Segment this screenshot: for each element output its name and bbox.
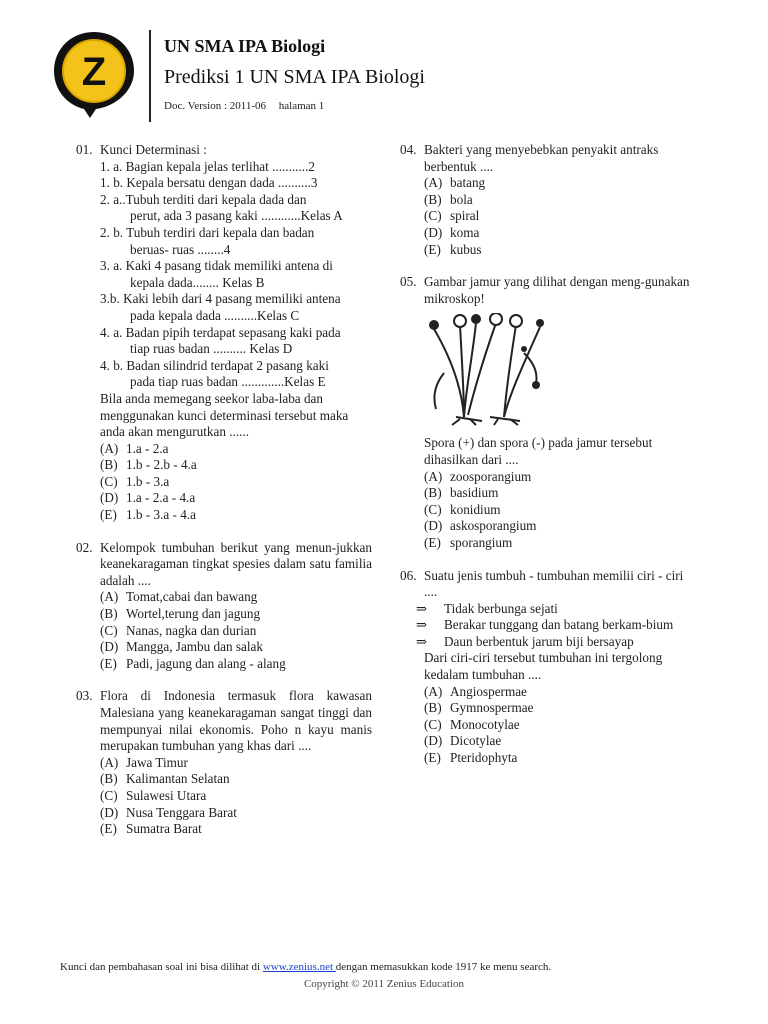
option-text: 1.b - 3.a - 4.a — [126, 507, 196, 523]
answer-option[interactable] — [400, 684, 690, 701]
question-text: Bila anda memegang seekor laba-laba dan menggunakan kunci determinasi tersebut maka anda akan mengurutkan ...... — [100, 390, 349, 440]
option-text: bola — [450, 191, 473, 207]
option-text: Tomat,cabai dan bawang — [126, 589, 258, 605]
option-letter: (B) — [100, 771, 118, 787]
fungus-microscope-image — [424, 313, 566, 427]
answer-option[interactable] — [76, 623, 372, 640]
option-letter: (C) — [424, 716, 442, 732]
footer-text-before: Kunci dan pembahasan soal ini bisa dilihat di — [60, 961, 263, 973]
option-letter: (D) — [100, 639, 119, 655]
key-line: pada tiap ruas badan .............Kelas E — [130, 374, 326, 390]
copyright: Copyright © 2011 Zenius Education — [303, 978, 465, 990]
trait-item — [400, 634, 690, 651]
key-line: pada kepala dada ..........Kelas C — [130, 307, 300, 323]
option-text: 1.a - 2.a — [126, 440, 169, 456]
option-letter: (C) — [100, 473, 118, 489]
option-letter: (D) — [424, 224, 443, 240]
option-letter: (D) — [100, 490, 119, 506]
option-text: Jawa Timur — [126, 754, 188, 770]
question-2 — [76, 540, 372, 673]
question-5 — [400, 274, 690, 551]
option-letter: (C) — [424, 208, 442, 224]
answer-option[interactable] — [76, 507, 372, 524]
answer-option[interactable] — [76, 490, 372, 507]
option-letter: (E) — [424, 534, 441, 550]
option-letter: (A) — [100, 440, 119, 456]
key-line: 2. b. Tubuh terdiri dari kepala dan badan — [100, 224, 315, 240]
answer-option[interactable] — [76, 589, 372, 606]
option-text: 1.b - 2.b - 4.a — [126, 457, 197, 473]
doc-version-text: Doc. Version : 2011-06 — [164, 100, 267, 112]
doc-version — [164, 100, 334, 112]
option-letter: (A) — [424, 175, 443, 191]
question-number: 06. — [400, 567, 417, 583]
key-line: 2. a..Tubuh terditi dari kepala dada dan — [100, 191, 307, 207]
zenius-link[interactable]: www.zenius.net — [262, 961, 336, 973]
option-letter: (B) — [424, 485, 442, 501]
option-letter: (C) — [100, 787, 118, 803]
option-letter: (C) — [100, 622, 118, 638]
question-text: Kelompok tumbuhan berikut yang menun-jukkan keanekaragaman tingkat spesies dalam satu familia adalah .... — [100, 539, 372, 588]
answer-option[interactable] — [400, 733, 690, 750]
option-text: Monocotylae — [450, 716, 520, 732]
answer-option[interactable] — [76, 457, 372, 474]
option-letter: (B) — [424, 191, 442, 207]
option-letter: (A) — [100, 754, 119, 770]
question-3 — [76, 688, 372, 837]
answer-option[interactable] — [400, 502, 690, 519]
key-line: 1. b. Kepala bersatu dengan dada ..........3 — [100, 175, 318, 191]
question-number: 02. — [76, 539, 93, 555]
answer-option[interactable] — [76, 821, 372, 838]
option-letter: (D) — [424, 733, 443, 749]
key-line: kepala dada........ Kelas B — [130, 274, 265, 290]
option-text: Nanas, nagka dan durian — [126, 622, 257, 638]
option-letter: (A) — [424, 468, 443, 484]
arrow-icon: ⇒ — [416, 617, 428, 633]
option-text: zoosporangium — [450, 468, 532, 484]
key-line: 3. a. Kaki 4 pasang tidak memiliki antena di — [100, 258, 333, 274]
key-line: 4. a. Badan pipih terdapat sepasang kaki pada — [100, 324, 341, 340]
option-text: Gymnospermae — [450, 700, 534, 716]
option-text: Angiospermae — [450, 683, 527, 699]
question-text: Suatu jenis tumbuh - tumbuhan memilii ciri - ciri .... — [424, 567, 684, 600]
arrow-icon: ⇒ — [416, 633, 428, 649]
option-letter: (E) — [100, 507, 117, 523]
option-letter: (C) — [424, 501, 442, 517]
key-line: 4. b. Badan silindrid terdapat 2 pasang kaki — [100, 357, 329, 373]
option-text: Kalimantan Selatan — [126, 771, 230, 787]
question-text: Gambar jamur yang dilihat dengan meng-gunakan mikroskop! — [424, 274, 690, 306]
trait-item — [400, 617, 690, 634]
option-letter: (E) — [100, 821, 117, 837]
option-text: 1.b - 3.a — [126, 473, 170, 489]
option-letter: (D) — [100, 804, 119, 820]
question-text-after-list: Dari ciri-ciri tersebut tumbuhan ini tergolong kedalam tumbuhan .... — [424, 650, 663, 683]
option-letter: (B) — [100, 457, 118, 473]
header-divider — [149, 30, 151, 122]
answer-option[interactable] — [400, 535, 690, 552]
question-number: 01. — [76, 142, 93, 157]
option-text: sporangium — [450, 534, 513, 550]
answer-option[interactable] — [400, 469, 690, 486]
question-number: 05. — [400, 274, 417, 290]
left-column — [76, 142, 372, 854]
footer-note — [60, 961, 551, 973]
question-4 — [400, 142, 690, 258]
answer-option[interactable] — [76, 788, 372, 805]
question-text-after-image: Spora (+) dan spora (-) pada jamur tersebut dihasilkan dari .... — [424, 435, 653, 467]
answer-option[interactable] — [76, 805, 372, 822]
question-6 — [400, 568, 690, 767]
option-letter: (A) — [100, 589, 119, 605]
answer-option[interactable] — [400, 700, 690, 717]
option-text: kubus — [450, 241, 482, 257]
key-line: tiap ruas badan .......... Kelas D — [130, 341, 293, 357]
answer-option[interactable] — [400, 192, 690, 209]
key-line: 3.b. Kaki lebih dari 4 pasang memiliki antena — [100, 291, 341, 307]
answer-option[interactable] — [400, 750, 690, 767]
key-line: perut, ada 3 pasang kaki ............Kelas A — [130, 208, 343, 224]
logo-letter: Z — [81, 50, 107, 94]
option-letter: (E) — [424, 241, 441, 257]
answer-option[interactable] — [76, 441, 372, 458]
zenius-logo — [52, 30, 136, 120]
option-letter: (B) — [424, 700, 442, 716]
question-number: 04. — [400, 142, 417, 157]
answer-option[interactable] — [76, 639, 372, 656]
trait-item — [400, 601, 690, 618]
option-text: koma — [450, 224, 480, 240]
option-letter: (E) — [100, 655, 117, 671]
arrow-icon: ⇒ — [416, 600, 428, 616]
question-text: Bakteri yang menyebebkan penyakit antraks berbentuk .... — [424, 142, 659, 174]
answer-option[interactable] — [400, 225, 690, 242]
question-number: 03. — [76, 688, 93, 704]
answer-option[interactable] — [400, 208, 690, 225]
option-letter: (E) — [424, 750, 441, 766]
option-text: Sulawesi Utara — [126, 787, 207, 803]
option-letter: (B) — [100, 606, 118, 622]
trait-text: Berakar tunggang dan batang berkam-bium — [444, 617, 674, 633]
question-title: Kunci Determinasi : — [100, 142, 207, 157]
footer-text-after: dengan memasukkan kode 1917 ke menu search. — [335, 961, 552, 973]
doc-title: UN SMA IPA Biologi — [164, 36, 326, 56]
option-text: Dicotylae — [450, 733, 502, 749]
answer-option[interactable] — [76, 474, 372, 491]
answer-option[interactable] — [76, 656, 372, 673]
option-text: Pteridophyta — [450, 750, 518, 766]
option-letter: (D) — [424, 518, 443, 534]
option-text: Nusa Tenggara Barat — [126, 804, 237, 820]
answer-option[interactable] — [400, 485, 690, 502]
key-line: beruas- ruas ........4 — [130, 241, 231, 257]
question-1 — [76, 142, 372, 524]
answer-option[interactable] — [76, 771, 372, 788]
option-letter: (A) — [424, 683, 443, 699]
answer-option[interactable] — [400, 518, 690, 535]
right-column — [400, 142, 690, 783]
option-text: Mangga, Jambu dan salak — [126, 639, 263, 655]
answer-option[interactable] — [400, 717, 690, 734]
option-text: Wortel,terung dan jagung — [126, 606, 261, 622]
option-text: spiral — [450, 208, 480, 224]
page-number: halaman 1 — [278, 100, 325, 112]
option-text: 1.a - 2.a - 4.a — [126, 490, 196, 506]
option-text: konidium — [450, 501, 501, 517]
trait-text: Tidak berbunga sejati — [444, 600, 558, 616]
key-line: 1. a. Bagian kepala jelas terlihat ...........2 — [100, 158, 315, 174]
trait-text: Daun berbentuk jarum biji bersayap — [444, 633, 634, 649]
answer-option[interactable] — [400, 175, 690, 192]
option-text: batang — [450, 175, 486, 191]
answer-option[interactable] — [76, 606, 372, 623]
doc-subtitle: Prediksi 1 UN SMA IPA Biologi — [164, 66, 425, 88]
option-text: askosporangium — [450, 518, 537, 534]
answer-option[interactable] — [400, 242, 690, 259]
option-text: Padi, jagung dan alang - alang — [126, 655, 286, 671]
option-text: basidium — [450, 485, 499, 501]
option-text: Sumatra Barat — [126, 821, 202, 837]
answer-option[interactable] — [76, 755, 372, 772]
question-text: Flora di Indonesia termasuk flora kawasan Malesiana yang keanekaragaman sangat tinggi dan mempunyai nilai ekonomis. Poho n kayu manis merupakan tumbuhan yang khas dari .... — [100, 688, 372, 754]
